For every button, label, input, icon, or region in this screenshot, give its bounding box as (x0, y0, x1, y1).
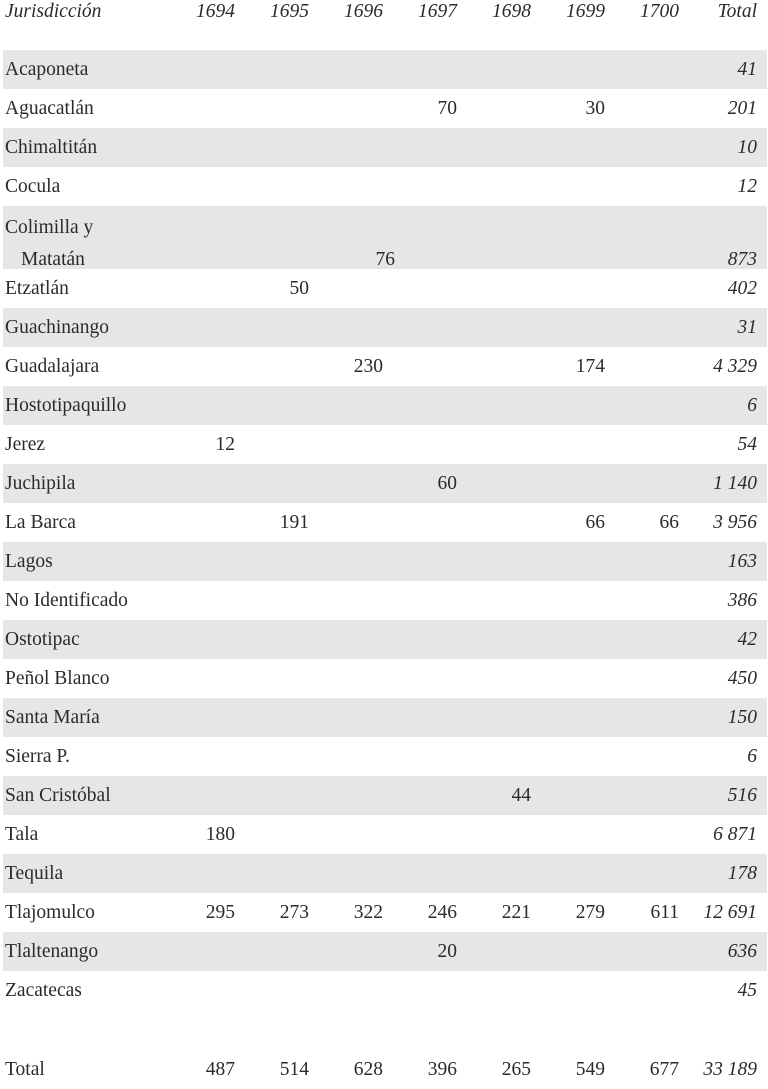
jurisdiction-name: Tlaltenango (5, 941, 99, 962)
column-header-1698: 1698 (492, 1, 531, 22)
jurisdiction-name: Tala (5, 824, 39, 845)
row-total-value: 31 (737, 317, 757, 338)
jurisdiction-name: Santa María (5, 707, 100, 728)
row-total-value: 4 329 (713, 356, 757, 377)
total-label: Total (5, 1059, 45, 1080)
year-1699-value: 174 (575, 356, 605, 377)
row-total-value: 150 (727, 707, 757, 728)
year-1696-value: 322 (353, 902, 383, 923)
row-total-value: 54 (737, 434, 757, 455)
table-row (3, 542, 767, 581)
table-row (3, 503, 767, 542)
table-row (3, 854, 767, 893)
table-row (3, 50, 767, 89)
total-row (3, 1050, 767, 1089)
table-row (3, 620, 767, 659)
year-1699-value: 30 (585, 98, 605, 119)
table-row (3, 698, 767, 737)
row-total-value: 1 140 (713, 473, 757, 494)
year-1697-value: 246 (427, 902, 457, 923)
year-1699-value: 279 (575, 902, 605, 923)
jurisdiction-name: Ostotipac (5, 629, 80, 650)
table-row (3, 308, 767, 347)
jurisdiction-name: Hostotipaquillo (5, 395, 127, 416)
year-1697-value: 60 (437, 473, 457, 494)
column-header-1699: 1699 (566, 1, 605, 22)
table-row (3, 776, 767, 815)
row-total-value: 873 (727, 249, 757, 270)
year-1694-value: 180 (205, 824, 235, 845)
year-1698-value: 44 (511, 785, 531, 806)
year-1696-total: 628 (353, 1059, 383, 1080)
year-1700-value: 611 (650, 902, 679, 923)
column-header-1697: 1697 (418, 1, 457, 22)
row-total-value: 10 (737, 137, 757, 158)
year-1695-value: 50 (289, 278, 309, 299)
table-row (3, 659, 767, 698)
year-1694-total: 487 (205, 1059, 235, 1080)
row-total-value: 386 (727, 590, 757, 611)
row-total-value: 41 (737, 59, 757, 80)
row-total-value: 6 (747, 395, 757, 416)
year-1694-value: 12 (215, 434, 235, 455)
column-header-1694: 1694 (196, 1, 235, 22)
table-row (3, 581, 767, 620)
row-total-value: 402 (727, 278, 757, 299)
jurisdiction-name: Chimaltitán (5, 137, 98, 158)
jurisdiction-name: Tlajomulco (5, 902, 95, 923)
row-total-value: 450 (727, 668, 757, 689)
year-1700-value: 66 (659, 512, 679, 533)
jurisdiction-name: Cocula (5, 176, 61, 197)
jurisdiction-name: Aguacatlán (5, 98, 94, 119)
row-total-value: 178 (727, 863, 757, 884)
jurisdiction-name: Juchipila (5, 473, 76, 494)
jurisdiction-name: Sierra P. (5, 746, 70, 767)
year-1699-total: 549 (575, 1059, 605, 1080)
table-row (3, 932, 767, 971)
year-1696-value: 230 (353, 356, 383, 377)
row-total-value: 12 691 (703, 902, 757, 923)
row-total-value: 201 (727, 98, 757, 119)
year-1697-value: 20 (437, 941, 457, 962)
jurisdiction-name: Zacatecas (5, 980, 82, 1001)
jurisdiction-name: Tequila (5, 863, 64, 884)
row-total-value: 516 (727, 785, 757, 806)
year-1699-value: 66 (585, 512, 605, 533)
year-1697-total: 396 (427, 1059, 457, 1080)
column-header-1695: 1695 (270, 1, 309, 22)
year-1694-value: 295 (205, 902, 235, 923)
year-1695-value: 191 (279, 512, 309, 533)
jurisdiction-name-line2: Matatán (21, 249, 85, 270)
column-header-jurisdiccion: Jurisdicción (5, 1, 102, 22)
table-row (3, 386, 767, 425)
jurisdiction-name: Colimilla y (5, 217, 94, 238)
row-total-value: 636 (727, 941, 757, 962)
table-row (3, 206, 767, 269)
table-row (3, 425, 767, 464)
year-1697-value: 70 (437, 98, 457, 119)
year-1695-total: 514 (279, 1059, 309, 1080)
table-row (3, 971, 767, 1010)
year-1698-total: 265 (501, 1059, 531, 1080)
table-row (3, 893, 767, 932)
jurisdiction-name: Guachinango (5, 317, 109, 338)
year-1700-total: 677 (649, 1059, 679, 1080)
jurisdiction-name: La Barca (5, 512, 76, 533)
jurisdiction-name: Lagos (5, 551, 53, 572)
table-row (3, 347, 767, 386)
table-row (3, 269, 767, 308)
table-row (3, 464, 767, 503)
column-header-total: Total (717, 1, 757, 22)
row-total-value: 6 871 (713, 824, 757, 845)
row-total-value: 42 (737, 629, 757, 650)
jurisdiction-name: Guadalajara (5, 356, 100, 377)
year-1698-value: 221 (501, 902, 531, 923)
row-total-value: 3 956 (713, 512, 757, 533)
column-header-1700: 1700 (640, 1, 679, 22)
jurisdiction-name: Acaponeta (5, 59, 89, 80)
table-row (3, 815, 767, 854)
header-row (3, 0, 767, 26)
table-row (3, 737, 767, 776)
jurisdiction-name: Peñol Blanco (5, 668, 110, 689)
year-1696-value: 76 (375, 249, 395, 270)
column-header-1696: 1696 (344, 1, 383, 22)
jurisdiction-name: Etzatlán (5, 278, 69, 299)
table-row (3, 167, 767, 206)
jurisdiction-name: Jerez (5, 434, 46, 455)
table-row (3, 128, 767, 167)
jurisdiction-name: No Identificado (5, 590, 128, 611)
row-total-value: 45 (737, 980, 757, 1001)
jurisdiction-name: San Cristóbal (5, 785, 111, 806)
grand-total-value: 33 189 (703, 1059, 757, 1080)
table-row (3, 89, 767, 128)
year-1695-value: 273 (279, 902, 309, 923)
row-total-value: 12 (737, 176, 757, 197)
row-total-value: 6 (747, 746, 757, 767)
row-total-value: 163 (727, 551, 757, 572)
